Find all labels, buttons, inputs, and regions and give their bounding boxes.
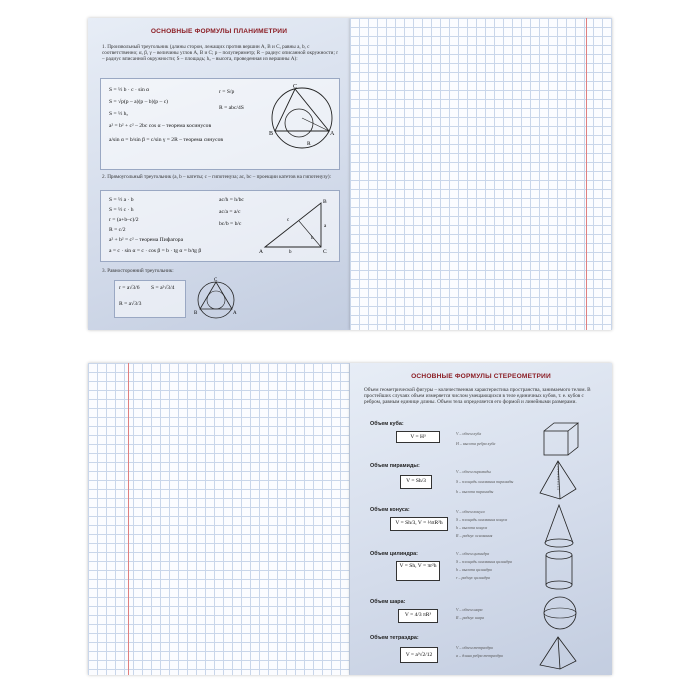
- cone-legend-1: V – объем конуса: [456, 509, 485, 514]
- cone-legend-2: S – площадь основания конуса: [456, 517, 508, 522]
- s3-formula-2: S = a²√3/4: [151, 285, 175, 291]
- vertex-a: A: [330, 131, 335, 137]
- cube-label: Объем куба:: [370, 421, 404, 427]
- sphere-legend-2: R – радиус шара: [456, 615, 485, 620]
- cube-icon: [540, 419, 580, 459]
- cylinder-legend-3: h – высота цилиндра: [456, 567, 492, 572]
- margin-line: [128, 363, 129, 675]
- margin-line: [586, 18, 587, 330]
- cone-legend-4: R – радиус основания: [456, 533, 493, 538]
- cylinder-label: Объем цилиндра:: [370, 551, 418, 557]
- s2-right-2: aс/a = a/c: [219, 209, 241, 215]
- sphere-formula: V = 4/3 πR³: [398, 609, 438, 623]
- right-triangle-diagram: [261, 199, 337, 255]
- pyramid-legend-1: V – объем пирамиды: [456, 469, 491, 474]
- cylinder-legend-1: V – объем цилиндра: [456, 551, 490, 556]
- s1-right-1: r = S/p: [219, 89, 235, 95]
- s2-right-1: aс/h = h/bс: [219, 197, 244, 203]
- pyramid-legend-3: h – высота пирамиды: [456, 489, 494, 494]
- grid-page-bottom-left: [88, 363, 350, 675]
- planimetry-cover: [88, 18, 350, 330]
- rt-side-a: a: [324, 224, 327, 229]
- s1-right-2: R = abc/4S: [219, 105, 244, 111]
- cone-label: Объем конуса:: [370, 507, 410, 513]
- cone-formula: V = Sh/3, V = ⅓πR²h: [390, 517, 448, 531]
- cylinder-legend-4: r – радиус цилиндра: [456, 575, 490, 580]
- tetrahedron-legend-1: V – объем тетраэдра: [456, 645, 493, 650]
- label-r: R: [307, 141, 311, 147]
- section2-text: 2. Прямоугольный треугольник (a, b – катеты; c – гипотенуза; aс, bс – проекции катетов на гипотенузу):: [102, 174, 332, 180]
- s3-formula-1: r = a√3/6: [119, 285, 140, 291]
- stereometry-cover: [350, 363, 612, 675]
- s1-formula-3: S = ½ hₐ: [109, 111, 128, 117]
- cube-legend-1: V – объем куба: [456, 431, 482, 436]
- rt-vertex-c: C: [323, 249, 327, 255]
- s2-formula-1: S = ½ a · b: [109, 197, 134, 203]
- vertex-b: B: [269, 131, 274, 137]
- tetrahedron-legend-2: a – длина ребра тетраэдра: [456, 653, 503, 658]
- section1-text: 1. Произвольный треугольник (длины сторон, лежащих против вершин A, B и C, равны a, b, c соответственно; α, β, γ – величины углов A, B и C; p – полупериметр; R – радиус описанной окружности; r – радиус вписанной окружности; S – площадь; hₐ – высота, проведенная из вершины A):: [102, 44, 338, 63]
- eq-vertex-c: C: [214, 278, 218, 283]
- s2-formula-4: R = c/2: [109, 227, 126, 233]
- cone-legend-3: h – высота конуса: [456, 525, 488, 530]
- s2-formula-3: r = (a+b–c)/2: [109, 217, 139, 223]
- cylinder-legend-2: S – площадь основания цилиндра: [456, 559, 512, 564]
- sphere-legend-1: V – объем шара: [456, 607, 483, 612]
- vertex-c: C: [293, 84, 298, 90]
- stereometry-intro: Объем геометрической фигуры – количественная характеристика пространства, занимаемого телом. В простейших случаях объем измеряется числом умещающихся в теле единичных кубов, т. е. кубов с ребром, равным единице длины. Объем тела определяется его формой и линейными размерами.: [364, 387, 591, 406]
- triangle-circle-diagram: [269, 85, 335, 151]
- pyramid-formula: V = Sh/3: [400, 475, 432, 489]
- s2-formula-6: a = c · sin α = c · cos β = b · tg α = b/tg β: [109, 248, 202, 254]
- s1-formula-5: a/sin α = b/sin β = c/sin γ = 2R – теорема синусов: [109, 137, 224, 143]
- rt-side-c: c: [287, 218, 290, 223]
- s1-formula-4: a² = b² + c² – 2bc cos α – теорема косинусов: [109, 123, 212, 129]
- tetrahedron-label: Объем тетраэдра:: [370, 635, 419, 641]
- section2-card: [100, 190, 340, 262]
- section1-card: [100, 78, 340, 170]
- sphere-icon: [542, 595, 578, 631]
- cylinder-formula: V = Sh, V = πr²h: [396, 561, 440, 581]
- rt-height-h: h: [311, 236, 314, 241]
- pyramid-label: Объем пирамиды:: [370, 463, 420, 469]
- rt-vertex-a: A: [259, 249, 263, 255]
- cube-legend-2: H – высота ребра куба: [456, 441, 496, 446]
- planimetry-title: ОСНОВНЫЕ ФОРМУЛЫ ПЛАНИМЕТРИИ: [150, 28, 288, 35]
- s3-formula-3: R = a√3/3: [119, 301, 142, 307]
- s1-formula-1: S = ½ b · c · sin α: [109, 87, 150, 93]
- stereometry-title: ОСНОВНЫЕ ФОРМУЛЫ СТЕРЕОМЕТРИИ: [411, 373, 551, 380]
- pyramid-legend-2: S – площадь основания пирамиды: [456, 479, 514, 484]
- rt-vertex-b: B: [323, 199, 327, 205]
- s2-formula-2: S = ½ c · h: [109, 207, 134, 213]
- tetrahedron-icon: [538, 635, 578, 671]
- section3-text: 3. Равносторонний треугольник:: [102, 268, 174, 274]
- eq-vertex-a: A: [233, 311, 237, 316]
- s2-right-3: bс/b = b/c: [219, 221, 242, 227]
- equilateral-diagram: [194, 276, 238, 320]
- sphere-label: Объем шара:: [370, 599, 406, 605]
- grid-page-top-right: [350, 18, 612, 330]
- cylinder-icon: [542, 549, 576, 591]
- cube-formula: V = H³: [396, 431, 440, 443]
- s2-formula-5: a² + b² = c² – теорема Пифагора: [109, 237, 184, 243]
- s1-formula-2: S = √p(p – a)(p – b)(p – c): [109, 99, 169, 105]
- section3-card: [114, 280, 186, 318]
- pyramid-icon: [536, 459, 580, 501]
- rt-side-b: b: [289, 250, 292, 255]
- tetrahedron-formula: V = a³√2/12: [400, 647, 438, 663]
- cone-icon: [542, 503, 576, 549]
- eq-vertex-b: B: [194, 311, 198, 316]
